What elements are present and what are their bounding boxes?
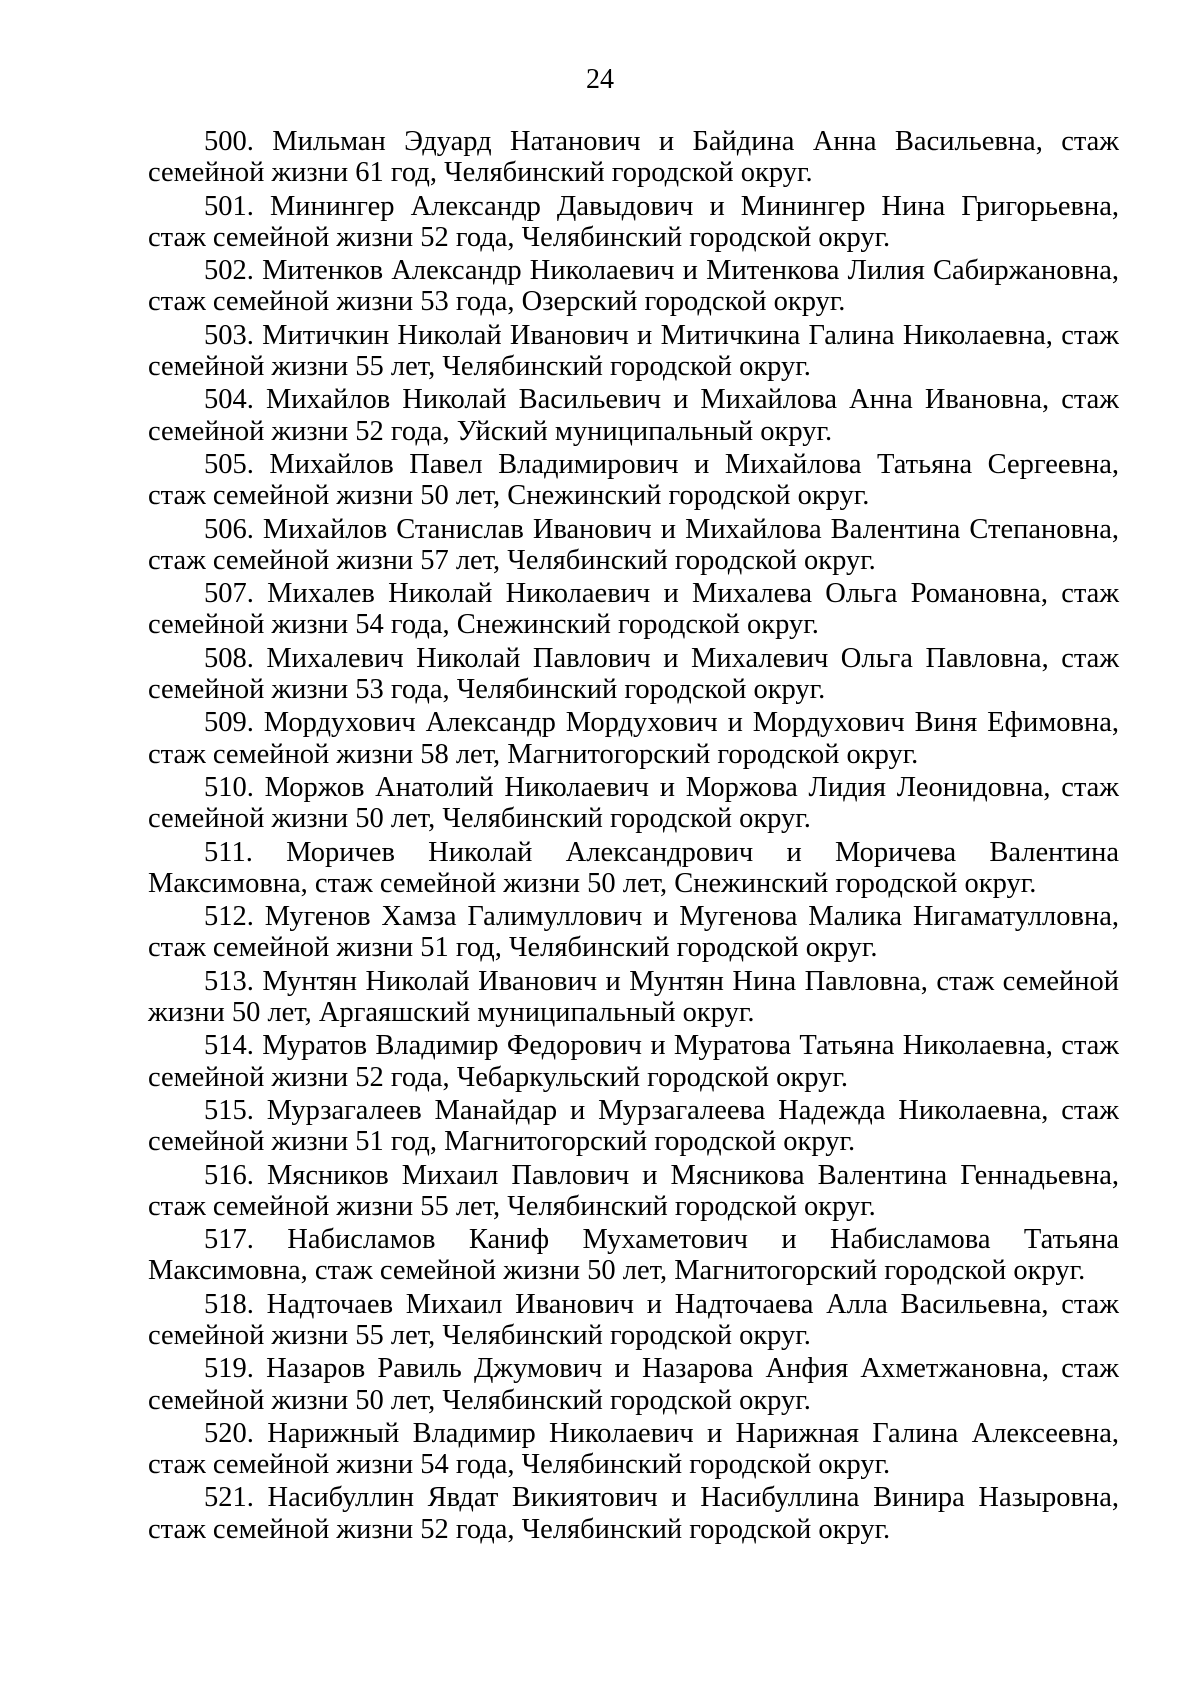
entry-number: 500.: [204, 126, 254, 157]
entry-text: Митичкин Николай Иванович и Митичкина Галина Николаевна, стаж семейной жизни 55 лет, Челябинский городской округ.: [148, 319, 1120, 383]
entry-text: Моричев Николай Александрович и Моричева Валентина Максимовна, стаж семейной жизни 50 лет, Снежинский городской округ.: [148, 836, 1119, 899]
list-item: [148, 1482, 1119, 1545]
list-item: [148, 707, 1119, 770]
entry-number: 508.: [204, 642, 254, 674]
list-item: [148, 837, 1119, 900]
entry-number: 507.: [204, 578, 254, 610]
page-number: 24: [586, 64, 614, 95]
entry-number: 506.: [204, 513, 254, 545]
entry-number: 519.: [204, 1353, 254, 1385]
list-item: [148, 1160, 1119, 1223]
entry-text: Михайлов Николай Васильевич и Михайлова Анна Ивановна, стаж семейной жизни 52 года, Уйский муниципальный округ.: [148, 384, 1119, 447]
entry-text: Митенков Александр Николаевич и Митенкова Лилия Сабиржановна, стаж семейной жизни 53 года, Озерский городской округ.: [148, 255, 1119, 318]
list-item: [148, 514, 1119, 577]
list-item: [148, 320, 1119, 383]
entry-text: Михайлов Павел Владимирович и Михайлова Татьяна Сергеевна, стаж семейной жизни 50 лет, Снежинский городской округ.: [148, 448, 1119, 512]
entry-number: 520.: [204, 1417, 254, 1449]
list-item: [148, 1030, 1119, 1093]
entry-number: 516.: [204, 1159, 254, 1191]
entry-text: Набисламов Каниф Мухаметович и Набисламова Татьяна Максимовна, стаж семейной жизни 50 лет, Магнитогорский городской округ.: [148, 1224, 1120, 1287]
list-item: [148, 255, 1119, 318]
entry-number: 502.: [204, 255, 254, 287]
entry-text: Мордухович Александр Мордухович и Мордухович Виня Ефимовна, стаж семейной жизни 58 лет, Магнитогорский городской округ.: [148, 707, 1119, 770]
entry-text: Назаров Равиль Джумович и Назарова Анфия Ахметжановна, стаж семейной жизни 50 лет, Челябинский городской округ.: [148, 1353, 1119, 1416]
list-item: [148, 772, 1119, 835]
entry-number: 518.: [204, 1288, 254, 1320]
entry-number: 521.: [204, 1482, 254, 1514]
entry-number: 505.: [204, 448, 254, 480]
entry-text: Муратов Владимир Федорович и Муратова Татьяна Николаевна, стаж семейной жизни 52 года, Чебаркульский городской округ.: [148, 1030, 1120, 1093]
list-item: [148, 578, 1119, 641]
entry-text: Насибуллин Явдат Викиятович и Насибуллина Винира Назыровна, стаж семейной жизни 52 года, Челябинский городской округ.: [148, 1482, 1119, 1545]
list-item: [148, 901, 1119, 964]
entry-number: 511.: [204, 836, 253, 868]
list-item: [148, 966, 1119, 1029]
entry-text: Минингер Александр Давыдович и Минингер Нина Григорьевна, стаж семейной жизни 52 года, Челябинский городской округ.: [148, 190, 1120, 253]
list-item: [148, 126, 1119, 189]
entry-number: 509.: [204, 707, 254, 739]
list-item: [148, 1095, 1119, 1158]
entry-text: Михалев Николай Николаевич и Михалева Ольга Романовна, стаж семейной жизни 54 года, Снежинский городской округ.: [148, 578, 1120, 641]
list-item: [148, 1224, 1119, 1287]
list-item: [148, 191, 1119, 254]
entry-text: Мурзагалеев Манайдар и Мурзагалеева Надежда Николаевна, стаж семейной жизни 51 год, Магнитогорский городской округ.: [148, 1094, 1119, 1158]
list-item: [148, 643, 1119, 706]
entry-number: 510.: [204, 771, 254, 803]
entry-text: Мильман Эдуард Натанович и Байдина Анна Васильевна, стаж семейной жизни 61 год, Челябинский городской округ.: [148, 126, 1119, 189]
entry-text: Мунтян Николай Иванович и Мунтян Нина Павловна, стаж семейной жизни 50 лет, Аргаяшский муниципальный округ.: [148, 965, 1119, 1029]
entry-number: 512.: [204, 901, 254, 933]
entry-text: Михайлов Станислав Иванович и Михайлова Валентина Степановна, стаж семейной жизни 57 лет, Челябинский городской округ.: [148, 513, 1119, 576]
entry-text: Михалевич Николай Павлович и Михалевич Ольга Павловна, стаж семейной жизни 53 года, Челябинский городской округ.: [148, 642, 1120, 706]
list-item: [148, 449, 1119, 512]
list-item: [148, 384, 1119, 447]
list-item: [148, 1418, 1119, 1481]
list-item: [148, 1353, 1119, 1416]
entry-text: Мясников Михаил Павлович и Мясникова Валентина Геннадьевна, стаж семейной жизни 55 лет, Челябинский городской округ.: [148, 1159, 1120, 1222]
entry-text: Нарижный Владимир Николаевич и Нарижная Галина Алексеевна, стаж семейной жизни 54 года, Челябинский городской округ.: [148, 1417, 1120, 1481]
entry-number: 504.: [204, 384, 254, 416]
entry-list: [148, 126, 1119, 1547]
entry-number: 501.: [204, 190, 254, 222]
entry-number: 513.: [204, 965, 254, 997]
entry-text: Мугенов Хамза Галимуллович и Мугенова Малика Нигаматулловна, стаж семейной жизни 51 год, Челябинский городской округ.: [148, 901, 1120, 964]
entry-number: 515.: [204, 1094, 254, 1126]
entry-number: 517.: [204, 1224, 254, 1256]
entry-number: 514.: [204, 1030, 254, 1062]
entry-text: Моржов Анатолий Николаевич и Моржова Лидия Леонидовна, стаж семейной жизни 50 лет, Челябинский городской округ.: [148, 771, 1119, 835]
list-item: [148, 1289, 1119, 1352]
entry-number: 503.: [204, 319, 254, 351]
entry-text: Надточаев Михаил Иванович и Надточаева Алла Васильевна, стаж семейной жизни 55 лет, Челябинский городской округ.: [148, 1288, 1120, 1351]
